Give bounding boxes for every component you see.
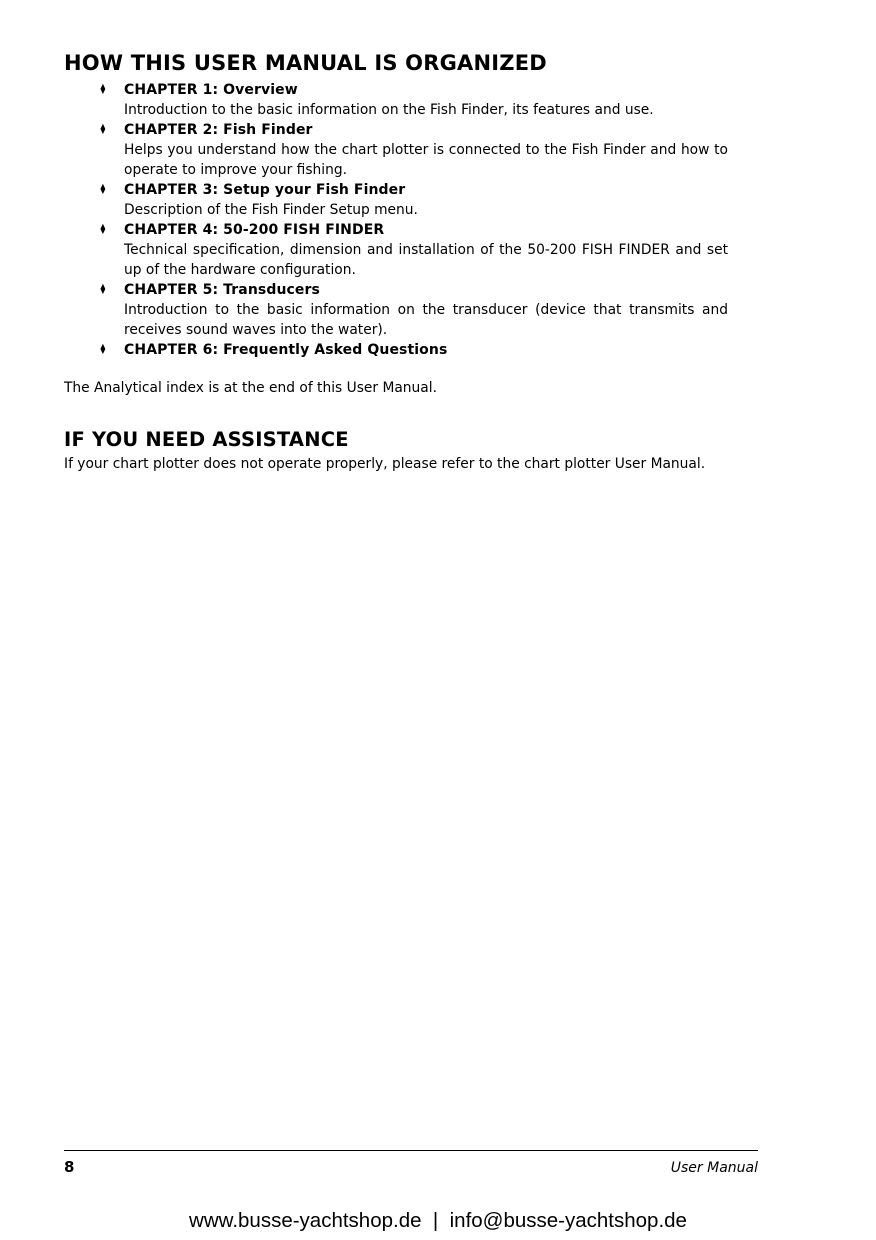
- footer-watermark: www.busse-yachtshop.de | info@busse-yachtshop.de: [189, 1209, 687, 1232]
- footer-row: [64, 1158, 758, 1176]
- assistance-section-title: IF YOU NEED ASSISTANCE: [64, 428, 349, 451]
- chapter-list: [64, 80, 758, 360]
- chapter-description: Helps you understand how the chart plotter is connected to the Fish Finder and how to operate to improve your fishing.: [124, 142, 728, 178]
- paragraph-spacer: [64, 360, 758, 378]
- diamond-bullet-icon: ♦: [99, 82, 107, 98]
- closing-paragraph: The Analytical index is at the end of this User Manual.: [64, 380, 437, 396]
- list-item: [64, 220, 758, 280]
- chapter-description: Description of the Fish Finder Setup menu.: [124, 202, 418, 218]
- list-item: [64, 120, 758, 180]
- list-item: [64, 180, 758, 220]
- list-item: [64, 80, 758, 120]
- section-spacer: [64, 398, 758, 428]
- diamond-bullet-icon: ♦: [99, 222, 107, 238]
- chapter-heading: CHAPTER 2: Fish Finder: [124, 122, 313, 138]
- chapter-heading: CHAPTER 6: Frequently Asked Questions: [124, 342, 448, 358]
- chapter-heading: CHAPTER 4: 50-200 FISH FINDER: [124, 222, 385, 238]
- list-item: [64, 280, 758, 340]
- diamond-bullet-icon: ♦: [99, 122, 107, 138]
- assistance-paragraph: If your chart plotter does not operate properly, please refer to the chart plotter User Manual.: [64, 456, 706, 472]
- page-content: [64, 50, 758, 474]
- chapter-description: Introduction to the basic information on the transducer (device that transmits and receives sound waves into the water).: [124, 302, 728, 338]
- chapter-heading: CHAPTER 3: Setup your Fish Finder: [124, 182, 406, 198]
- chapter-heading: CHAPTER 5: Transducers: [124, 282, 320, 298]
- chapter-description: Technical specification, dimension and installation of the 50-200 FISH FINDER and set up of the hardware configuration.: [124, 242, 728, 278]
- page-number: 8: [64, 1158, 75, 1176]
- footer-manual-label: User Manual: [670, 1160, 758, 1176]
- chapter-heading: CHAPTER 1: Overview: [124, 82, 298, 98]
- page-title: HOW THIS USER MANUAL IS ORGANIZED: [64, 51, 547, 75]
- diamond-bullet-icon: ♦: [99, 342, 107, 358]
- page-footer: [64, 1150, 758, 1176]
- list-item: [64, 340, 758, 360]
- footer-divider: [64, 1150, 758, 1151]
- diamond-bullet-icon: ♦: [99, 182, 107, 198]
- diamond-bullet-icon: ♦: [99, 282, 107, 298]
- chapter-description: Introduction to the basic information on the Fish Finder, its features and use.: [124, 102, 654, 118]
